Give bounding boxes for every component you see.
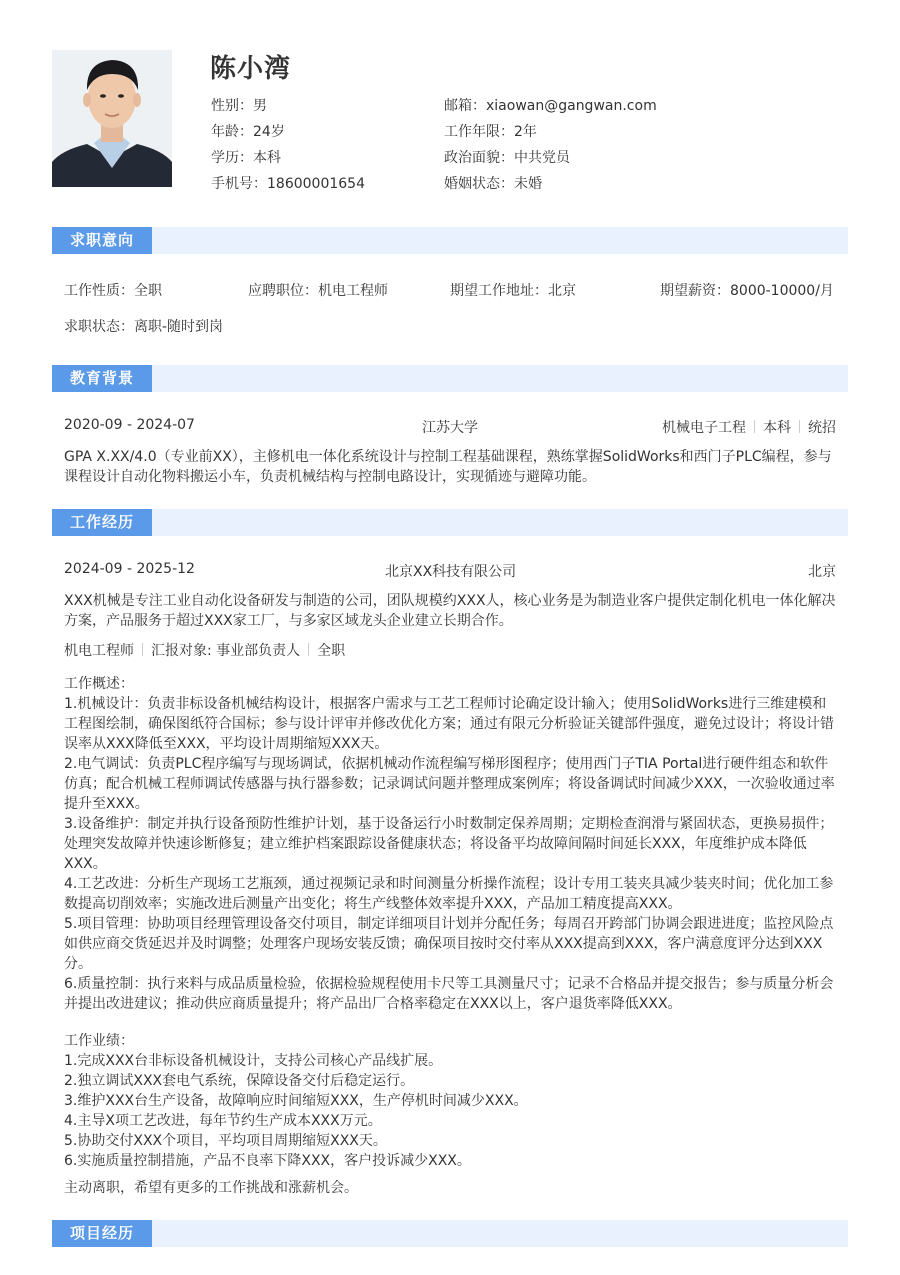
work-company: 北京XX科技有限公司	[385, 564, 517, 580]
edu-label: 学历：	[211, 150, 253, 166]
section-title: 求职意向	[52, 227, 152, 254]
phone-label: 手机号：	[211, 176, 267, 192]
intent-nature-label: 工作性质：	[64, 283, 134, 299]
section-title: 工作经历	[52, 509, 152, 536]
edu-value: 本科	[253, 150, 281, 166]
work-role-line	[64, 640, 345, 660]
intent-status	[64, 316, 223, 336]
achievement-item: 6.实施质量控制措施，产品不良率下降XXX，客户投诉减少XXX。	[64, 1153, 471, 1169]
divider	[308, 643, 309, 656]
achievement-item: 1.完成XXX台非标设备机械设计，支持公司核心产品线扩展。	[64, 1053, 443, 1069]
phone-value[interactable]: 18600001654	[267, 176, 365, 192]
marital-label: 婚姻状态：	[444, 176, 514, 192]
avatar	[52, 50, 172, 187]
intent-salary-value: 8000-10000/月	[730, 283, 834, 299]
edu-major: 机械电子工程	[662, 420, 746, 436]
overview-item: 4.工艺改进：分析生产现场工艺瓶颈，通过视频记录和时间测量分析操作流程；设计专用工装夹具减少装夹时间；优化加工参数提高切削效率；实施改进后测量产出变化；将生产线整体效率提升XXX，产品加工精度提高XXX。	[64, 876, 834, 912]
age-row	[211, 121, 285, 141]
years-row	[444, 121, 537, 141]
leave-reason: 主动离职，希望有更多的工作挑战和涨薪机会。	[64, 1180, 358, 1196]
years-label: 工作年限：	[444, 124, 514, 140]
gender-value: 男	[253, 98, 267, 114]
divider	[142, 643, 143, 656]
section-header-intent	[52, 227, 848, 254]
achievement-item: 4.主导X项工艺改进，每年节约生产成本XXX万元。	[64, 1113, 382, 1129]
overview-item: 6.质量控制：执行来料与成品质量检验，依据检验规程使用卡尺等工具测量尺寸；记录不合格品并提交报告；参与质量分析会并提出改进建议；推动供应商质量提升；将产品出厂合格率稳定在XXX以上，客户退货率降低XXX。	[64, 976, 834, 1012]
age-label: 年龄：	[211, 124, 253, 140]
edu-period: 2020-09 - 2024-07	[64, 417, 195, 433]
intent-position	[248, 280, 388, 300]
intent-location-label: 期望工作地址：	[450, 283, 548, 299]
divider	[799, 420, 800, 433]
age-value: 24岁	[253, 124, 285, 140]
email-row	[444, 95, 657, 115]
overview-item: 5.项目管理：协助项目经理管理设备交付项目，制定详细项目计划并分配任务；每周召开跨部门协调会跟进进度；监控风险点如供应商交货延迟并及时调整；处理客户现场安装反馈；确保项目按时交付率从XXX提高到XXX，客户满意度评分达到XXX分。	[64, 916, 834, 972]
intent-nature-value: 全职	[134, 283, 162, 299]
person-photo-icon	[52, 50, 172, 187]
intent-status-value: 离职-随时到岗	[134, 319, 224, 335]
years-value: 2年	[514, 124, 537, 140]
overview-item: 1.机械设计：负责非标设备机械结构设计，根据客户需求与工艺工程师讨论确定设计输入；使用SolidWorks进行三维建模和工程图绘制，确保图纸符合国标；参与设计评审并修改优化方案；通过有限元分析验证关键部件强度，避免过设计；将设计错误率从XXX降低至XXX，平均设计周期缩短XXX天。	[64, 696, 834, 752]
divider	[754, 420, 755, 433]
political-value: 中共党员	[514, 150, 570, 166]
achievement-item: 3.维护XXX台生产设备，故障响应时间缩短XXX，生产停机时间减少XXX。	[64, 1093, 528, 1109]
section-header-work	[52, 509, 848, 536]
section-title: 项目经历	[52, 1220, 152, 1247]
edu-degree: 本科	[763, 420, 791, 436]
email-value[interactable]: xiaowan@gangwan.com	[486, 98, 657, 114]
work-role: 机电工程师	[64, 643, 134, 659]
section-header-education	[52, 365, 848, 392]
gender-label: 性别：	[211, 98, 253, 114]
work-city: 北京	[808, 564, 836, 580]
overview-item: 3.设备维护：制定并执行设备预防性维护计划，基于设备运行小时数制定保养周期；定期检查润滑与紧固状态，更换易损件；处理突发故障并快速诊断修复；建立维护档案跟踪设备健康状态；将设备平均故障间隔时间延长XXX，年度维护成本降低XXX。	[64, 816, 834, 872]
intent-status-label: 求职状态：	[64, 319, 134, 335]
intent-salary	[660, 280, 834, 300]
achievement-title: 工作业绩：	[64, 1033, 134, 1049]
edu-type: 统招	[808, 420, 836, 436]
intent-salary-label: 期望薪资：	[660, 283, 730, 299]
section-title: 教育背景	[52, 365, 152, 392]
gender-row	[211, 95, 267, 115]
intent-nature	[64, 280, 162, 300]
intent-position-label: 应聘职位：	[248, 283, 318, 299]
overview-item: 2.电气调试：负责PLC程序编写与现场调试，依据机械动作流程编写梯形图程序；使用西门子TIA Portal进行硬件组态和软件仿真；配合机械工程师调试传感器与执行器参数；记录调试问题并整理成案例库；将设备调试时间减少XXX，一次验收通过率提升至XXX。	[64, 756, 835, 812]
intent-location-value: 北京	[548, 283, 576, 299]
marital-row	[444, 173, 542, 193]
work-overview	[64, 674, 840, 1014]
phone-row	[211, 173, 365, 193]
edu-school: 江苏大学	[422, 420, 478, 436]
intent-position-value: 机电工程师	[318, 283, 388, 299]
marital-value: 未婚	[514, 176, 542, 192]
email-label: 邮箱：	[444, 98, 486, 114]
work-report: 汇报对象: 事业部负责人	[151, 643, 301, 659]
work-type: 全职	[317, 643, 346, 659]
work-achievements	[64, 1031, 840, 1171]
achievement-item: 2.独立调试XXX套电气系统，保障设备交付后稳定运行。	[64, 1073, 415, 1089]
section-header-project	[52, 1220, 848, 1247]
intent-location	[450, 280, 576, 300]
edu-description: GPA X.XX/4.0（专业前XX），主修机电一体化系统设计与控制工程基础课程，熟练掌握SolidWorks和西门子PLC编程，参与课程设计自动化物料搬运小车，负责机械结构与控制电路设计，实现循迹与避障功能。	[64, 449, 832, 485]
work-period: 2024-09 - 2025-12	[64, 561, 195, 577]
achievement-item: 5.协助交付XXX个项目，平均项目周期缩短XXX天。	[64, 1133, 387, 1149]
edu-details	[662, 417, 836, 437]
company-description: XXX机械是专注工业自动化设备研发与制造的公司，团队规模约XXX人，核心业务是为制造业客户提供定制化机电一体化解决方案，产品服务于超过XXX家工厂，与多家区域龙头企业建立长期合作。	[64, 593, 836, 629]
edu-row	[211, 147, 281, 167]
political-row	[444, 147, 570, 167]
candidate-name: 陈小湾	[210, 54, 292, 84]
overview-title: 工作概述：	[64, 676, 134, 692]
political-label: 政治面貌：	[444, 150, 514, 166]
